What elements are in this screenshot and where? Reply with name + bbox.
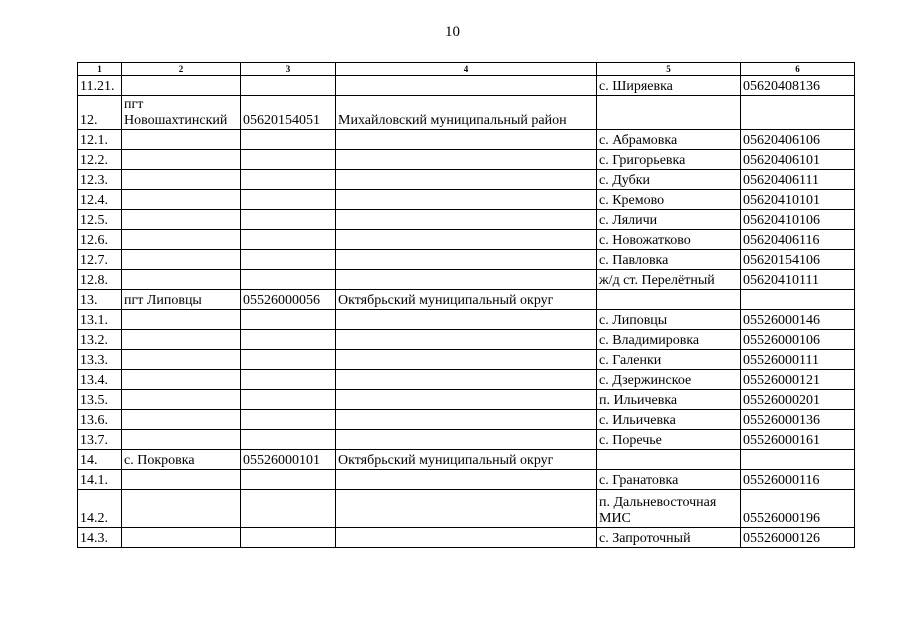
district-cell: [336, 210, 597, 230]
oktmo-cell: [241, 310, 336, 330]
locality-code-cell: 05526000116: [741, 470, 855, 490]
row-number-cell: 13.5.: [78, 390, 122, 410]
oktmo-cell: 05526000056: [241, 290, 336, 310]
table-row: [78, 470, 855, 490]
locality-cell: [597, 290, 741, 310]
locality-code-cell: 05526000146: [741, 310, 855, 330]
table-row: [78, 430, 855, 450]
page-number: 10: [445, 24, 460, 40]
locality-cell: с. Григорьевка: [597, 150, 741, 170]
table-row: [78, 410, 855, 430]
oktmo-cell: [241, 430, 336, 450]
locality-code-cell: 05620406101: [741, 150, 855, 170]
locality-code-cell: 05526000161: [741, 430, 855, 450]
locality-cell: с. Галенки: [597, 350, 741, 370]
table-row: [78, 450, 855, 470]
row-number-cell: 13.7.: [78, 430, 122, 450]
locality-cell: ж/д ст. Перелётный: [597, 270, 741, 290]
oktmo-cell: [241, 330, 336, 350]
locality-code-cell: 05526000196: [741, 490, 855, 528]
locality-code-cell: 05526000106: [741, 330, 855, 350]
district-cell: [336, 528, 597, 548]
locality-code-cell: 05526000136: [741, 410, 855, 430]
locality-cell: с. Запроточный: [597, 528, 741, 548]
row-number-cell: 13.4.: [78, 370, 122, 390]
settlement-cell: [122, 410, 241, 430]
settlement-cell: [122, 390, 241, 410]
locality-code-cell: 05620408136: [741, 76, 855, 96]
oktmo-cell: [241, 170, 336, 190]
row-number-cell: 13.1.: [78, 310, 122, 330]
locality-code-cell: 05526000121: [741, 370, 855, 390]
row-number-cell: 12.: [78, 96, 122, 130]
oktmo-cell: [241, 76, 336, 96]
locality-cell: с. Липовцы: [597, 310, 741, 330]
locality-cell: [597, 96, 741, 130]
oktmo-cell: [241, 470, 336, 490]
row-number-cell: 12.4.: [78, 190, 122, 210]
header-cell: 6: [741, 63, 855, 76]
oktmo-cell: [241, 210, 336, 230]
table-row: [78, 170, 855, 190]
locality-code-cell: 05526000201: [741, 390, 855, 410]
locality-cell: с. Павловка: [597, 250, 741, 270]
locality-cell: п. Ильичевка: [597, 390, 741, 410]
locality-cell: с. Гранатовка: [597, 470, 741, 490]
settlement-cell: [122, 270, 241, 290]
locality-code-cell: 05526000111: [741, 350, 855, 370]
table-row: [78, 250, 855, 270]
settlements-table: [77, 62, 855, 548]
locality-cell: [597, 450, 741, 470]
locality-code-cell: 05620154106: [741, 250, 855, 270]
table-row: [78, 528, 855, 548]
table-row: [78, 190, 855, 210]
settlement-cell: с. Покровка: [122, 450, 241, 470]
row-number-cell: 12.1.: [78, 130, 122, 150]
table-row: [78, 270, 855, 290]
locality-cell: п. Дальневосточная МИС: [597, 490, 741, 528]
locality-cell: с. Дзержинское: [597, 370, 741, 390]
oktmo-cell: [241, 528, 336, 548]
locality-cell: с. Поречье: [597, 430, 741, 450]
locality-code-cell: 05620406111: [741, 170, 855, 190]
settlement-cell: [122, 310, 241, 330]
district-cell: Октябрьский муниципальный округ: [336, 290, 597, 310]
row-number-cell: 14.3.: [78, 528, 122, 548]
district-cell: [336, 310, 597, 330]
district-cell: [336, 370, 597, 390]
locality-code-cell: 05620410106: [741, 210, 855, 230]
settlement-cell: [122, 528, 241, 548]
locality-code-cell: [741, 96, 855, 130]
settlement-cell: [122, 490, 241, 528]
locality-cell: с. Кремово: [597, 190, 741, 210]
oktmo-cell: [241, 490, 336, 528]
row-number-cell: 13.3.: [78, 350, 122, 370]
oktmo-cell: [241, 270, 336, 290]
table-row: [78, 76, 855, 96]
locality-code-cell: 05620410111: [741, 270, 855, 290]
oktmo-cell: [241, 350, 336, 370]
row-number-cell: 14.: [78, 450, 122, 470]
header-cell: 4: [336, 63, 597, 76]
oktmo-cell: [241, 130, 336, 150]
table-row: [78, 210, 855, 230]
district-cell: [336, 330, 597, 350]
settlement-cell: [122, 470, 241, 490]
table-row: [78, 350, 855, 370]
district-cell: [336, 130, 597, 150]
header-cell: 1: [78, 63, 122, 76]
settlement-cell: [122, 250, 241, 270]
locality-cell: с. Ширяевка: [597, 76, 741, 96]
district-cell: [336, 270, 597, 290]
table-body: [78, 63, 855, 548]
row-number-cell: 11.21.: [78, 76, 122, 96]
locality-cell: с. Ильичевка: [597, 410, 741, 430]
settlement-cell: [122, 350, 241, 370]
locality-code-cell: 05526000126: [741, 528, 855, 548]
locality-code-cell: 05620406106: [741, 130, 855, 150]
locality-cell: с. Владимировка: [597, 330, 741, 350]
district-cell: [336, 350, 597, 370]
district-cell: [336, 190, 597, 210]
row-number-cell: 14.2.: [78, 490, 122, 528]
row-number-cell: 12.3.: [78, 170, 122, 190]
table-row: [78, 330, 855, 350]
district-cell: [336, 410, 597, 430]
oktmo-cell: [241, 230, 336, 250]
settlement-cell: [122, 76, 241, 96]
row-number-cell: 12.6.: [78, 230, 122, 250]
oktmo-cell: [241, 410, 336, 430]
settlement-cell: [122, 430, 241, 450]
district-cell: Михайловский муниципальный район: [336, 96, 597, 130]
locality-cell: с. Новожатково: [597, 230, 741, 250]
row-number-cell: 13.6.: [78, 410, 122, 430]
row-number-cell: 13.2.: [78, 330, 122, 350]
row-number-cell: 12.7.: [78, 250, 122, 270]
row-number-cell: 13.: [78, 290, 122, 310]
oktmo-cell: [241, 370, 336, 390]
header-cell: 3: [241, 63, 336, 76]
oktmo-cell: [241, 250, 336, 270]
settlement-cell: пгт Липовцы: [122, 290, 241, 310]
table-row: [78, 130, 855, 150]
oktmo-cell: [241, 190, 336, 210]
district-cell: [336, 150, 597, 170]
settlement-cell: пгт Новошахтинский: [122, 96, 241, 130]
settlement-cell: [122, 170, 241, 190]
header-cell: 2: [122, 63, 241, 76]
locality-cell: с. Ляличи: [597, 210, 741, 230]
settlement-cell: [122, 150, 241, 170]
table-row: [78, 230, 855, 250]
locality-code-cell: 05620410101: [741, 190, 855, 210]
settlement-cell: [122, 230, 241, 250]
district-cell: [336, 230, 597, 250]
table-row: [78, 290, 855, 310]
settlement-cell: [122, 190, 241, 210]
row-number-cell: 14.1.: [78, 470, 122, 490]
district-cell: [336, 76, 597, 96]
table-row: [78, 490, 855, 528]
district-cell: [336, 470, 597, 490]
district-cell: Октябрьский муниципальный округ: [336, 450, 597, 470]
locality-code-cell: [741, 290, 855, 310]
table-row: [78, 96, 855, 130]
row-number-cell: 12.5.: [78, 210, 122, 230]
district-cell: [336, 170, 597, 190]
table-row: [78, 150, 855, 170]
row-number-cell: 12.8.: [78, 270, 122, 290]
header-cell: 5: [597, 63, 741, 76]
district-cell: [336, 250, 597, 270]
oktmo-cell: [241, 390, 336, 410]
district-cell: [336, 390, 597, 410]
oktmo-cell: 05526000101: [241, 450, 336, 470]
table-row: [78, 310, 855, 330]
locality-code-cell: 05620406116: [741, 230, 855, 250]
settlement-cell: [122, 370, 241, 390]
header-row: [78, 63, 855, 76]
oktmo-cell: [241, 150, 336, 170]
locality-cell: с. Абрамовка: [597, 130, 741, 150]
district-cell: [336, 430, 597, 450]
locality-code-cell: [741, 450, 855, 470]
row-number-cell: 12.2.: [78, 150, 122, 170]
district-cell: [336, 490, 597, 528]
settlement-cell: [122, 330, 241, 350]
table-row: [78, 370, 855, 390]
locality-cell: с. Дубки: [597, 170, 741, 190]
table-row: [78, 390, 855, 410]
settlement-cell: [122, 210, 241, 230]
oktmo-cell: 05620154051: [241, 96, 336, 130]
settlement-cell: [122, 130, 241, 150]
